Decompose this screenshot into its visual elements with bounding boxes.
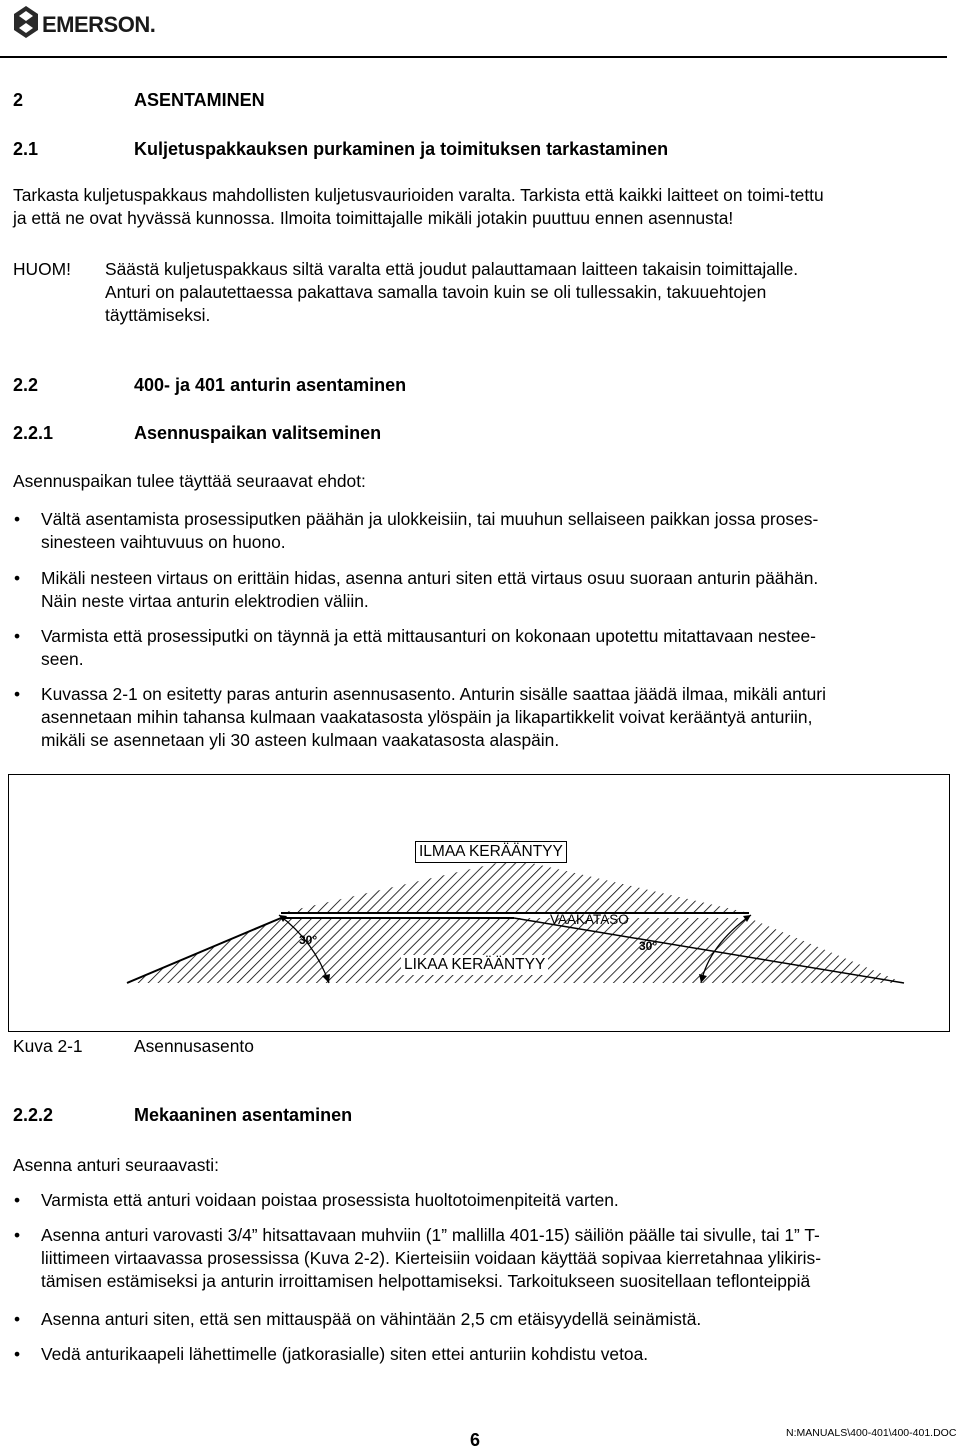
paragraph-line: Tarkasta kuljetuspakkaus mahdollisten kuljetusvaurioiden varalta. Tarkista että kaikki laitteet on toimi-tettu (13, 185, 824, 205)
note-line: täyttämiseksi. (105, 305, 211, 325)
intro-text: Asennuspaikan tulee täyttää seuraavat ehdot: (13, 471, 366, 491)
bullet-icon: • (14, 568, 21, 588)
list-item-line: sinesteen vaihtuvuus on huono. (41, 532, 286, 552)
intro-text: Asenna anturi seuraavasti: (13, 1155, 219, 1175)
list-item (14, 1224, 944, 1296)
label-air: ILMAA KERÄÄNTYY (415, 841, 567, 863)
section-number: 2.2.2 (13, 1105, 54, 1125)
note-line: Anturi on palautettaessa pakattava samalla tavoin kuin se oli tullessakin, takuuehtojen (105, 282, 767, 302)
list-item-line: Varmista että anturi voidaan poistaa prosessista huoltotoimenpiteitä varten. (41, 1190, 619, 1210)
mounting-diagram (9, 775, 948, 1030)
list-item (14, 683, 944, 755)
list-item (14, 625, 944, 673)
list-item-line: seen. (41, 649, 84, 669)
section-title: ASENTAMINEN (134, 90, 265, 110)
list-item (14, 1189, 944, 1213)
list-item-line: tämisen estämiseksi ja anturin irroittamisen helpottamiseksi. Tarkoitukseen suositellaan teflonteippiä (41, 1271, 811, 1291)
bullet-icon: • (14, 684, 21, 704)
bullet-icon: • (14, 1344, 21, 1364)
caption-title: Asennusasento (134, 1036, 254, 1056)
figure-caption (0, 1035, 700, 1059)
bullet-icon: • (14, 1190, 21, 1210)
header-rule (0, 56, 947, 58)
bullet-icon: • (14, 626, 21, 646)
note-line: Säästä kuljetuspakkaus siltä varalta että joudut palauttamaan laitteen takaisin toimittajalle. (105, 259, 799, 279)
section-heading-2-2 (0, 375, 700, 399)
bullet-icon: • (14, 1309, 21, 1329)
list-item-line: Vältä asentamista prosessiputken päähän ja ulokkeisiin, tai muuhun sellaiseen paikkan jossa proses- (41, 509, 819, 529)
section-heading-2 (0, 90, 600, 114)
section-number: 2 (13, 90, 24, 110)
figure-frame (8, 774, 950, 1032)
list-item-line: Näin neste virtaa anturin elektrodien väliin. (41, 591, 369, 611)
section-title: Kuljetuspakkauksen purkaminen ja toimituksen tarkastaminen (134, 139, 669, 159)
caption-number: Kuva 2-1 (13, 1036, 83, 1056)
list-item (14, 508, 944, 556)
page-number: 6 (470, 1430, 481, 1450)
document-reference: N:MANUALS\400-401\400-401.DOC (786, 1427, 957, 1439)
section-title: Mekaaninen asentaminen (134, 1105, 353, 1125)
air-region (281, 859, 749, 913)
emerson-logo (12, 4, 182, 44)
list-item-line: Asenna anturi varovasti 3/4” hitsattavaan muhviin (1” mallilla 401-15) säiliön päälle tai sivulle, tai 1” T- (41, 1225, 820, 1245)
section-heading-2-2-2 (0, 1105, 700, 1129)
emerson-logo-icon (12, 4, 40, 40)
logo-text: EMERSON. (42, 12, 156, 37)
note-text (105, 258, 955, 327)
list-item-line: liittimeen virtaavassa prosessissa (Kuva 2-2). Kierteisiin voidaan käyttää sopivaa kierretahnaa ylikiris- (41, 1248, 822, 1268)
list-item (14, 567, 944, 615)
section-title: Asennuspaikan valitseminen (134, 423, 382, 443)
list-item-line: Asenna anturi siten, että sen mittauspää on vähintään 2,5 cm etäisyydellä seinämistä. (41, 1309, 702, 1329)
bullet-icon: • (14, 1225, 21, 1245)
list-item-line: Mikäli nesteen virtaus on erittäin hidas, asenna anturi siten että virtaus osuu suoraan anturin päähän. (41, 568, 819, 588)
angle-label-right: 30° (639, 939, 658, 953)
bullet-icon: • (14, 509, 21, 529)
list-item-line: Varmista että prosessiputki on täynnä ja että mittausanturi on kokonaan upotettu mitattavaan nestee- (41, 626, 816, 646)
angle-label-left: 30° (299, 933, 318, 947)
note-label: HUOM! (13, 259, 71, 279)
list-item-line: asennetaan mihin tahansa kulmaan vaakatasosta ylöspäin ja likapartikkelit voivat kerääntyä anturiin, (41, 707, 813, 727)
section-title: 400- ja 401 anturin asentaminen (134, 375, 407, 395)
label-horizontal: VAAKATASO (550, 912, 629, 927)
list-item-line: Vedä anturikaapeli lähettimelle (jatkorasialle) siten ettei anturiin kohdistu vetoa. (41, 1344, 649, 1364)
section-heading-2-1 (0, 139, 900, 163)
section-number: 2.2 (13, 375, 39, 395)
section-heading-2-2-1 (0, 423, 700, 447)
list-item-line: Kuvassa 2-1 on esitetty paras anturin asennusasento. Anturin sisälle saattaa jäädä ilmaa, mikäli anturi (41, 684, 826, 704)
list-item-line: mikäli se asennetaan yli 30 asteen kulmaan vaakatasosta alaspäin. (41, 730, 560, 750)
list-item (14, 1343, 944, 1367)
label-dirt: LIKAA KERÄÄNTYY (401, 955, 548, 975)
section-number: 2.1 (13, 139, 39, 159)
paragraph (13, 184, 953, 230)
section-number: 2.2.1 (13, 423, 54, 443)
paragraph-line: ja että ne ovat hyvässä kunnossa. Ilmoita toimittajalle mikäli jotakin puuttuu ennen asennusta! (13, 208, 734, 228)
list-item (14, 1308, 944, 1332)
